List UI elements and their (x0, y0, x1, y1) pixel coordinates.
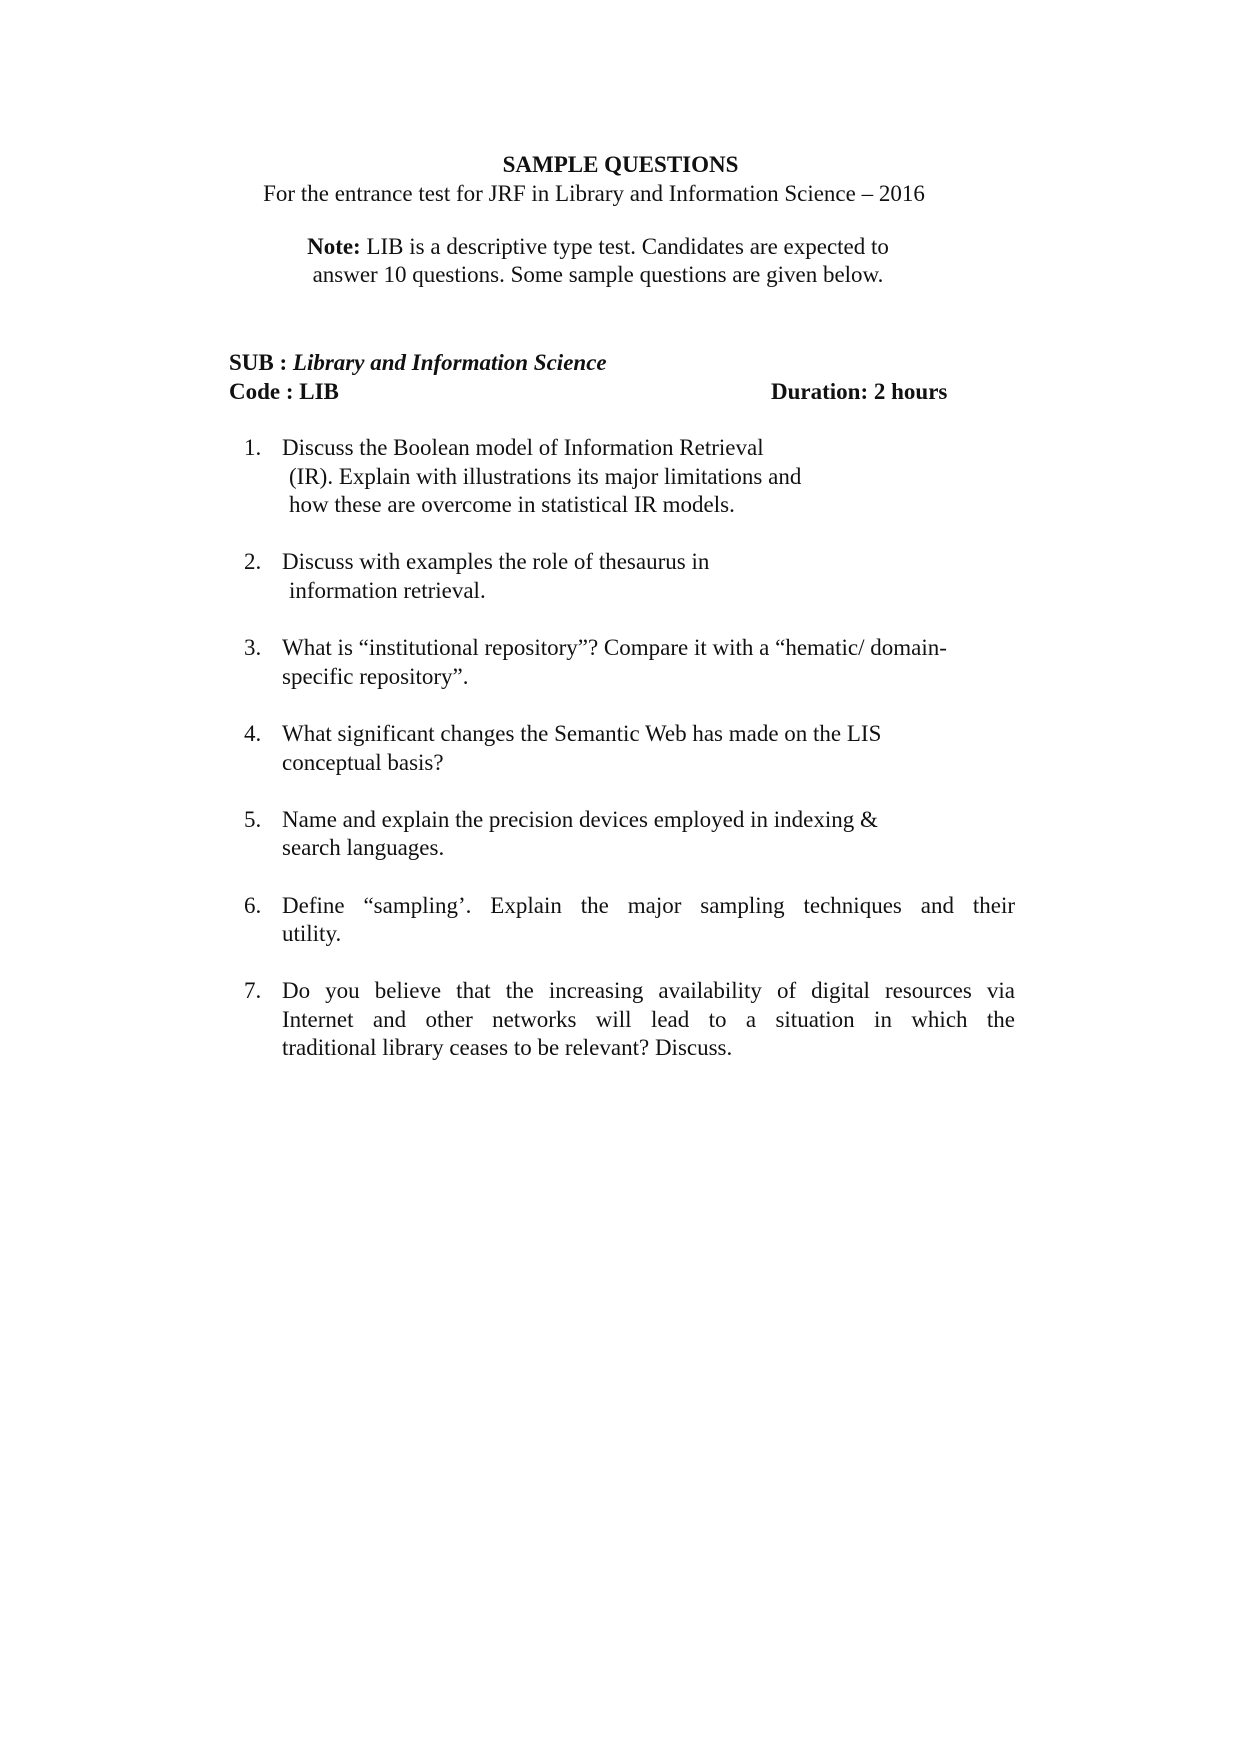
note-line-1: Note: LIB is a descriptive type test. Candidates are expected to (307, 234, 889, 259)
question-number: 4. (244, 720, 262, 746)
question-list (240, 434, 1015, 1092)
question-item (240, 892, 1015, 949)
code-line: Code : LIB (229, 379, 339, 404)
question-number: 6. (244, 892, 262, 918)
question-text-line: how these are overcome in statistical IR models. (289, 492, 735, 518)
question-number: 2. (244, 549, 262, 575)
question-text-line: Do you believe that the increasing availability of digital resources via (282, 978, 1015, 1004)
note-line-2: answer 10 questions. Some sample questions are given below. (312, 262, 884, 287)
question-text-line: conceptual basis? (282, 749, 444, 775)
duration-line: Duration: 2 hours (771, 379, 948, 404)
question-number: 5. (244, 806, 262, 832)
question-text-line: Discuss the Boolean model of Information Retrieval (282, 435, 764, 460)
question-number: 3. (244, 635, 262, 661)
question-text-line: Name and explain the precision devices employed in indexing & (282, 806, 878, 832)
question-text-line: utility. (282, 921, 342, 947)
question-number: 7. (244, 978, 262, 1004)
question-item (240, 806, 1015, 863)
subject-line (229, 349, 607, 377)
question-item (240, 977, 1015, 1063)
question-text-line: What significant changes the Semantic Web has made on the LIS (282, 720, 882, 746)
question-text-line: What is “institutional repository”? Compare it with a “hematic/ domain- (282, 635, 947, 661)
question-item (240, 720, 1015, 777)
question-item (240, 634, 1015, 691)
question-text-line: information retrieval. (289, 577, 486, 603)
question-text-line: Define “sampling’. Explain the major sampling techniques and their (282, 892, 1015, 918)
note-paragraph (268, 233, 928, 289)
question-text-line: (IR). Explain with illustrations its major limitations and (289, 463, 802, 489)
question-number: 1. (244, 435, 262, 460)
subject-value: Library and Information Science (292, 350, 607, 375)
question-text-line: specific repository”. (282, 663, 469, 689)
question-text-line: Discuss with examples the role of thesaurus in (282, 549, 710, 575)
question-item (240, 548, 1015, 605)
question-text-line: traditional library ceases to be relevant? Discuss. (282, 1035, 733, 1061)
question-text-line: search languages. (282, 835, 445, 861)
subject-label: SUB : (229, 350, 293, 375)
page-subtitle: For the entrance test for JRF in Library and Information Science – 2016 (263, 181, 925, 206)
question-text-line: Internet and other networks will lead to a situation in which the (282, 1006, 1015, 1032)
page-title: SAMPLE QUESTIONS (502, 152, 739, 177)
question-item (240, 434, 1015, 520)
note-label: Note: (307, 234, 361, 259)
